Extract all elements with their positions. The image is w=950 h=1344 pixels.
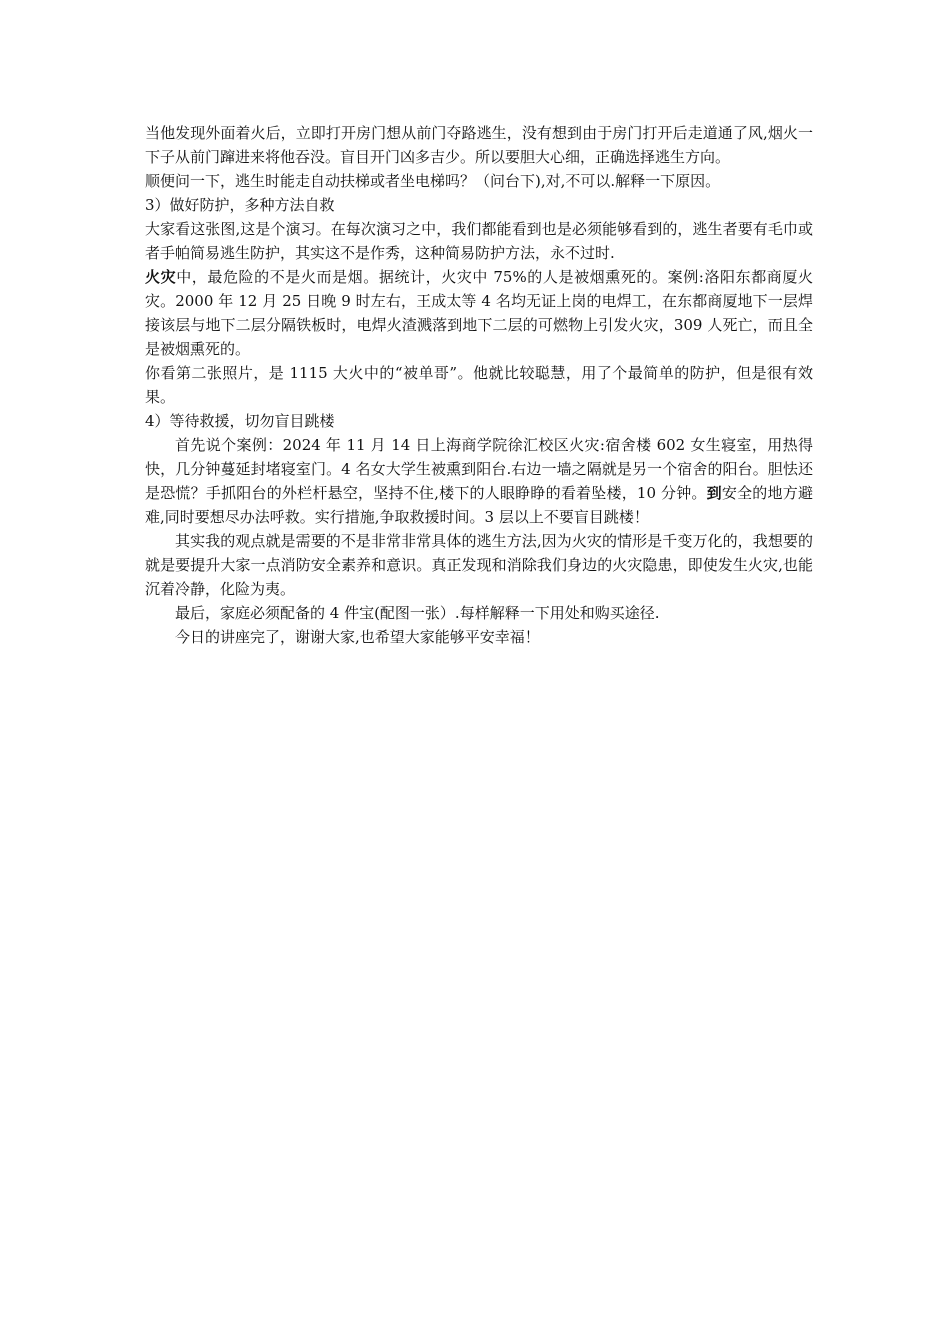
section-heading-protection: 3）做好防护，多种方法自救 [145,196,335,214]
paragraph-elevator-question: 顺便问一下，逃生时能走自动扶梯或者坐电梯吗？（问台下),对,不可以.解释一下原因。 [145,172,721,190]
paragraph-escape-direction: 当他发现外面着火后，立即打开房门想从前门夺路逃生，没有想到由于房门打开后走道通了风,烟火一下子从前门蹿进来将他吞没。盲目开门凶多吉少。所以要胆大心细，正确选择逃生方向。 [145,124,813,166]
paragraph-second-photo: 你看第二张照片，是 1115 大火中的“被单哥”。他就比较聪慧，用了个最简单的防护，但是很有效果。 [145,364,813,406]
paragraph-four-treasures: 最后，家庭必须配备的 4 件宝(配图一张）.每样解释一下用处和购买途径. [175,604,660,622]
document-body [145,121,813,649]
paragraph-closing: 今日的讲座完了，谢谢大家,也希望大家能够平安幸福！ [175,628,540,646]
bold-char-dao: 到 [706,484,722,502]
paragraph-dorm-case [145,433,813,529]
dorm-case-text-1: 首先说个案例：2024 年 11 月 14 日上海商学院徐汇校区火灾:宿舍楼 602 女生寝室，用热得快，几分钟蔓延封堵寝室门。4 名女大学生被熏到阳台.右边一墙之隔就是另一个宿舍的阳台。胆怯还是恐慌？手抓阳台的外栏杆悬空，坚持不住,楼下的人眼睁睁的看着坠楼，10 分钟。 [145,436,813,502]
dorm-case-text-2: 安全的地方避难,同时要想尽办法呼救。实行措施,争取救援时间。3 层以上不要盲目跳楼！ [145,484,813,526]
paragraph-viewpoint: 其实我的观点就是需要的不是非常非常具体的逃生方法,因为火灾的情形是千变万化的，我想要的就是要提升大家一点消防安全素养和意识。真正发现和消除我们身边的火灾隐患，即使发生火灾,也能沉着冷静，化险为夷。 [145,532,813,598]
bold-lead-fire: 火灾 [145,268,177,286]
paragraph-smoke-text: 中，最危险的不是火而是烟。据统计，火灾中 75%的人是被烟熏死的。案例:洛阳东都商厦火灾。2000 年 12 月 25 日晚 9 时左右，王成太等 4 名均无证上岗的电焊工，在东都商厦地下一层焊接该层与地下二层分隔铁板时，电焊火渣溅落到地下二层的可燃物上引发火灾，309 人死亡，而且全是被烟熏死的。 [145,268,813,358]
section-heading-wait-rescue: 4）等待救援，切勿盲目跳楼 [145,412,335,430]
paragraph-smoke-danger [145,265,813,361]
paragraph-drill: 大家看这张图,这是个演习。在每次演习之中，我们都能看到也是必须能够看到的，逃生者要有毛巾或者手帕简易逃生防护，其实这不是作秀，这种简易防护方法，永不过时. [145,220,813,262]
